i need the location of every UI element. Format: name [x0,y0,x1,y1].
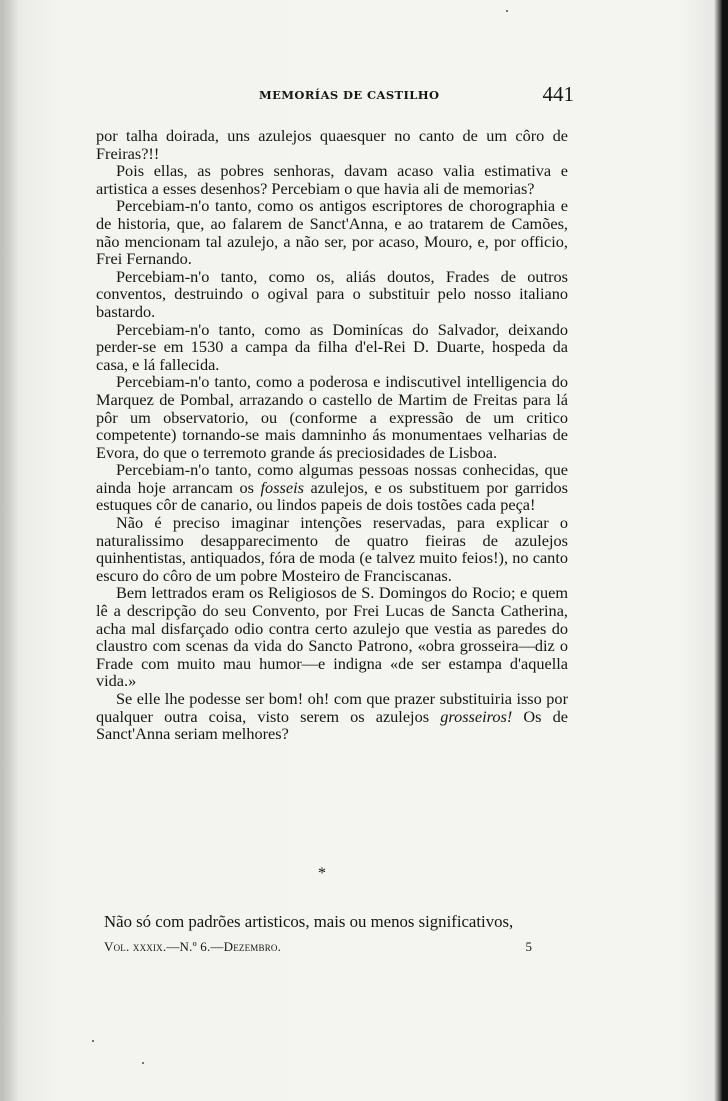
page-header [96,82,574,110]
paper-speck [142,1062,144,1064]
paragraph: Não é preciso imaginar intenções reservadas, para explicar o naturalissimo desapparecimento de quatro fieiras de azulejos quinhentistas, antiquados, fóra de moda (e talvez muito feios!), no canto escuro do côro de um pobre Mosteiro de Franciscanas. [96,513,568,585]
running-title: MEMORÍAS DE CASTILHO [259,88,440,102]
paragraph-text: Os de Sanct'Anna seriam melhores? [96,706,568,744]
section-asterism: * [318,865,326,882]
volume-signature [104,939,281,955]
sheet-number: 5 [525,939,532,954]
paragraph: Bem lettrados eram os Religiosos de S. Domingos do Rocio; e quem lê a descripção do seu Convento, por Frei Lucas de Sancta Catherina, acha mal disfarçado odio contra certo azulejo que vestia as paredes do claustro com scenas da vida do Sancto Patrono, «obra grosseira—diz o Frade com muito mau humor—e indigna «de ser estampa d'aquella vida.» [96,583,568,691]
continuation-line: Não só com padrões artisticos, mais ou menos significativos, [104,912,514,931]
volume-number: ol. xxxix. [113,939,167,954]
page-footer [104,939,532,959]
emphasis-grosseiros: grosseiros! [440,706,513,726]
issue-number: —N.º 6.—D [166,939,234,954]
volume-prefix: V [104,939,114,954]
paragraph [96,690,568,743]
body-text [96,127,568,743]
paragraph: Percebiam-n'o tanto, como os antigos escriptores de chorographia e de historia, que, ao falarem de Sanct'Anna, e ao tratarem de Camões, não mencionam tal azulejo, a não ser, por acaso, Mouro, e, por officio, Frei Fernando. [96,196,568,269]
issue-month: ezembro. [233,939,282,954]
paragraph: Pois ellas, as pobres senhoras, davam acaso valia estimativa e artistica a esses desenhos? Percebiam o que havia ali de memorias? [96,161,568,198]
paragraph: Percebiam-n'o tanto, como os, aliás doutos, Frades de outros conventos, destruindo o ogival para o substituir pelo nosso italiano bastardo. [96,266,568,321]
emphasis-fosseis: fosseis [260,477,304,497]
page-left-shadow [0,0,18,1101]
paragraph-text: Percebiam-n'o tanto, como algumas pessoas nossas conhecidas, que ainda hoje arrancam os [96,460,568,497]
page-right-edge [722,0,728,1101]
paper-speck [92,1040,94,1042]
paragraph-text: Se elle lhe podesse ser bom! oh! com que prazer substituiria isso por qualquer outra coisa, visto serem os azulejos [96,689,568,726]
page-number: 441 [542,82,574,106]
paragraph-text: azulejos, e os substituem por garridos estuques côr de canario, ou lindos papeis de dois tostões cada peça! [96,477,568,515]
paragraph: Percebiam-n'o tanto, como a poderosa e indiscutivel intelligencia do Marquez de Pombal, arrazando o castello de Martim de Freitas para lá pôr um observatorio, ou (conforme a expressão de um critico competente) tornando-se mais damninho ás monumentaes velharias de Evora, do que o terremoto grande ás preciosidades de Lisboa. [96,372,568,462]
paragraph: por talha doirada, uns azulejos quaesquer no canto de um côro de Freiras?!! [96,126,568,163]
paper-speck [506,10,508,12]
paragraph [96,461,568,514]
paragraph: Percebiam-n'o tanto, como as Dominícas do Salvador, deixando perder-se em 1530 a campa da filha d'el-Rei D. Duarte, hospeda da casa, e lá fallecida. [96,319,568,374]
